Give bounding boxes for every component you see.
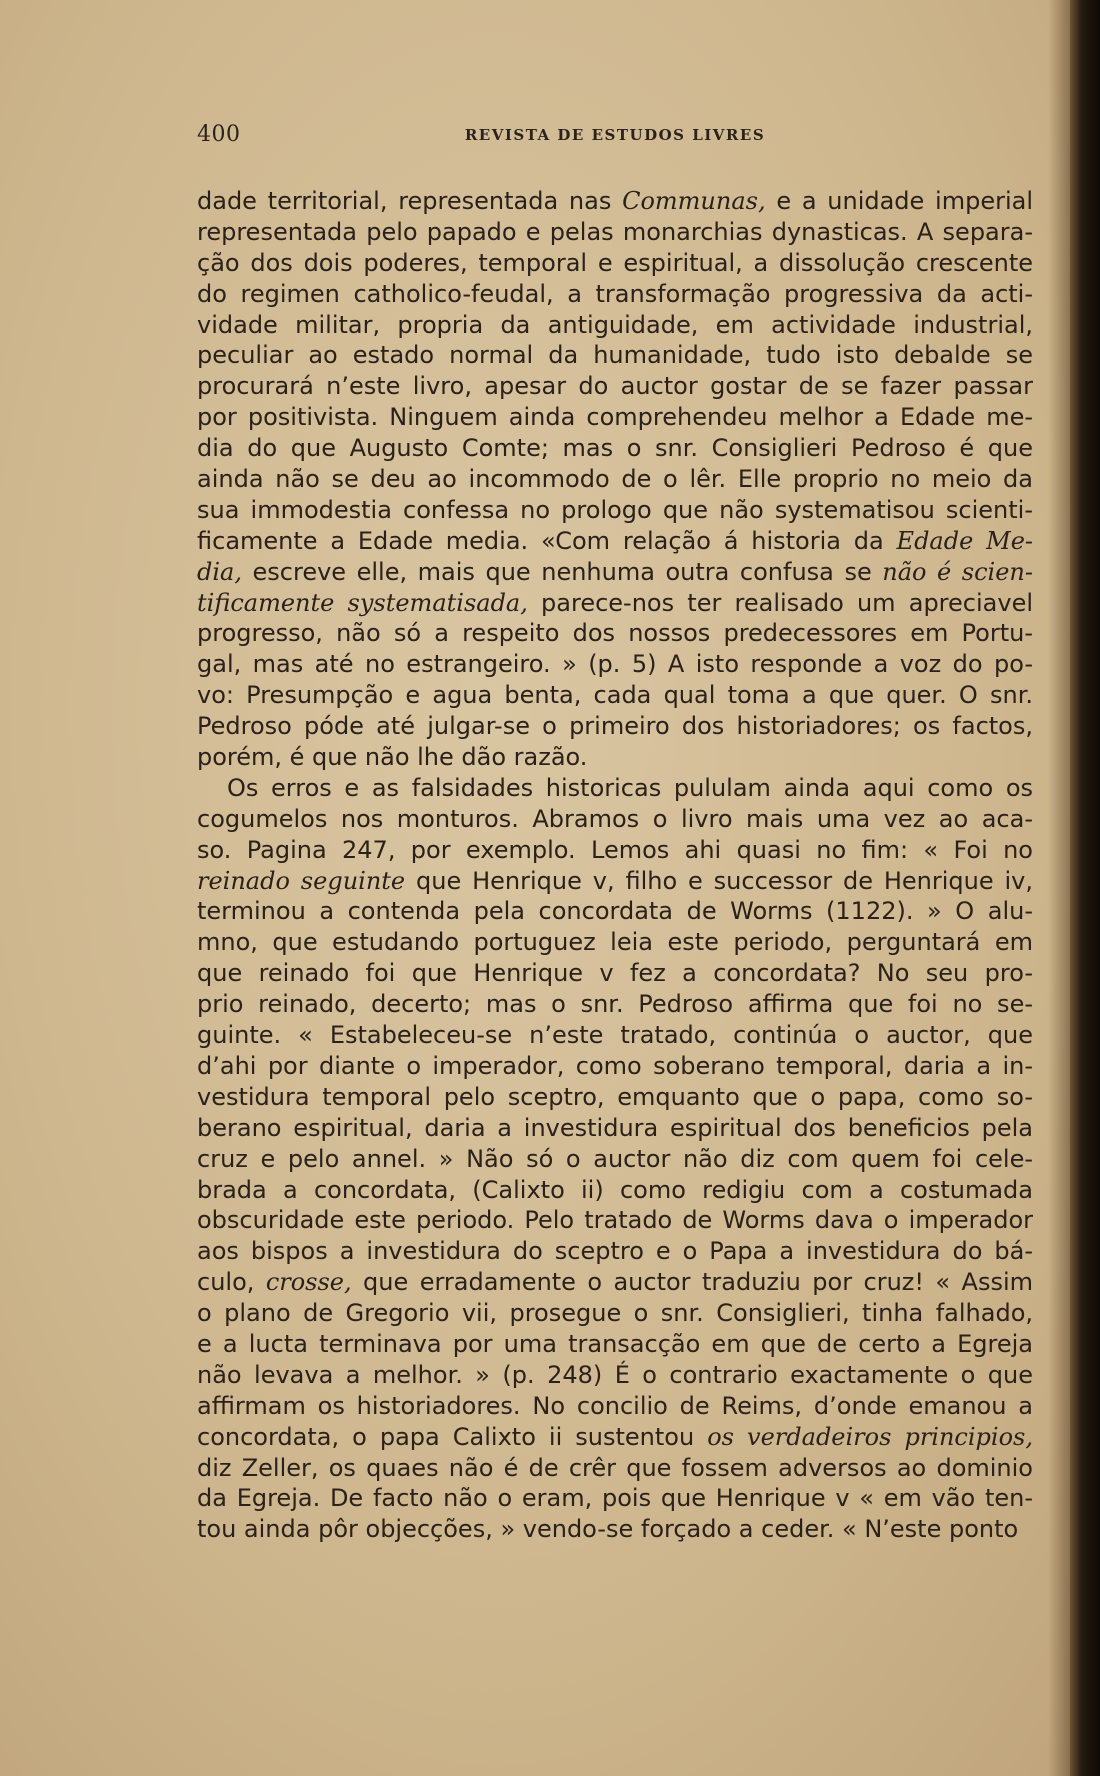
text-line	[197, 1329, 1033, 1360]
text-line	[197, 186, 1033, 217]
italic-text: não é scien-	[882, 557, 1033, 586]
text-line	[197, 1144, 1033, 1175]
text-line	[197, 773, 1033, 804]
text-segment: que Henrique v, filho e successor de Henrique iv,	[405, 866, 1033, 895]
text-line	[197, 279, 1033, 310]
text-line	[197, 464, 1033, 495]
text-segment: vidade militar, propria da antiguidade, em actividade industrial,	[197, 310, 1033, 339]
text-line	[197, 927, 1033, 958]
text-line	[197, 1483, 1033, 1514]
text-line	[197, 557, 1033, 588]
text-line	[197, 340, 1033, 371]
text-segment: ainda não se deu ao incommodo de o lêr. Elle proprio no meio da	[197, 465, 1033, 494]
text-segment: que reinado foi que Henrique v fez a concordata? No seu pro-	[197, 959, 1033, 988]
text-line	[197, 402, 1033, 433]
text-line	[197, 989, 1033, 1020]
text-segment: berano espiritual, daria a investidura espiritual dos beneficios pela	[197, 1113, 1033, 1142]
text-segment: procurará n’este livro, apesar do auctor gostar de se fazer passar	[197, 372, 1033, 401]
italic-text: crosse,	[265, 1268, 352, 1297]
text-line	[197, 248, 1033, 279]
page-number: 400	[197, 122, 241, 147]
text-line	[197, 835, 1033, 866]
text-segment: concordata, o papa Calixto ii sustentou	[197, 1422, 708, 1451]
text-segment: dia do que Augusto Comte; mas o snr. Consiglieri Pedroso é que	[197, 434, 1033, 463]
italic-text: tificamente systematisada,	[197, 588, 528, 617]
text-segment: Os erros e as falsidades historicas pululam ainda aqui como os	[227, 773, 1033, 802]
text-segment: dade territorial, representada nas	[197, 187, 623, 215]
text-line	[197, 1360, 1033, 1391]
text-segment: prio reinado, decerto; mas o snr. Pedroso affirma que foi no se-	[197, 990, 1033, 1019]
running-title: REVISTA DE ESTUDOS LIVRES	[464, 126, 766, 144]
text-segment: cogumelos nos monturos. Abramos o livro mais uma vez ao aca-	[197, 804, 1033, 833]
text-segment: parece-nos ter realisado um apreciavel	[527, 588, 1033, 617]
text-line	[197, 866, 1033, 897]
page-fold-shadow	[1048, 0, 1070, 1776]
text-line	[197, 742, 1033, 773]
text-line	[197, 1514, 1033, 1545]
text-segment: peculiar ao estado normal da humanidade, tudo isto debalde se	[197, 341, 1033, 370]
text-segment: cruz e pelo annel. » Não só o auctor não diz com quem foi cele-	[197, 1144, 1033, 1173]
italic-text: Edade Me-	[896, 526, 1033, 555]
text-segment: gal, mas até no estrangeiro. » (p. 5) A isto responde a voz do po-	[197, 650, 1033, 679]
text-line	[197, 1298, 1033, 1329]
text-segment: não levava a melhor. » (p. 248) É o contrario exactamente o que	[197, 1360, 1033, 1389]
text-line	[197, 1453, 1033, 1484]
text-segment: obscuridade este periodo. Pelo tratado de Worms dava o imperador	[197, 1206, 1033, 1235]
text-segment: tou ainda pôr objecções, » vendo-se forçado a ceder. « N’este ponto	[197, 1515, 1019, 1544]
text-line	[197, 958, 1033, 989]
text-segment: so. Pagina 247, por exemplo. Lemos ahi quasi no fim: « Foi no	[197, 835, 1033, 864]
text-segment: representada pelo papado e pelas monarchias dynasticas. A separa-	[197, 217, 1033, 246]
text-line	[197, 649, 1033, 680]
text-line	[197, 711, 1033, 742]
text-segment: Pedroso póde até julgar-se o primeiro dos historiadores; os factos,	[197, 712, 1033, 741]
text-segment: por positivista. Ninguem ainda comprehendeu melhor a Edade me-	[197, 403, 1033, 432]
text-segment: mno, que estudando portuguez leia este periodo, perguntará em	[197, 928, 1033, 957]
text-line	[197, 526, 1033, 557]
text-line	[197, 1020, 1033, 1051]
text-segment: terminou a contenda pela concordata de Worms (1122). » O alu-	[197, 897, 1033, 926]
text-segment: e a lucta terminava por uma transacção em que de certo a Egreja	[197, 1329, 1033, 1358]
text-line	[197, 588, 1033, 619]
text-segment: vo: Presumpção e agua benta, cada qual toma a que quer. O snr.	[197, 681, 1033, 710]
text-line	[197, 1082, 1033, 1113]
text-line	[197, 1267, 1033, 1298]
text-segment: vestidura temporal pelo sceptro, emquanto que o papa, como so-	[197, 1082, 1033, 1111]
text-segment: brada a concordata, (Calixto ii) como redigiu com a costumada	[197, 1175, 1033, 1204]
text-line	[197, 1236, 1033, 1267]
text-segment: que erradamente o auctor traduziu por cruz! « Assim	[351, 1268, 1033, 1297]
text-segment: do regimen catholico-feudal, a transformação progressiva da acti-	[197, 279, 1033, 308]
text-segment: d’ahi por diante o imperador, como soberano temporal, daria a in-	[197, 1051, 1033, 1080]
text-segment: aos bispos a investidura do sceptro e o Papa a investidura do bá-	[197, 1237, 1033, 1266]
italic-text: reinado seguinte	[197, 866, 406, 895]
text-segment: guinte. « Estabeleceu-se n’este tratado, continúa o auctor, que	[197, 1021, 1033, 1050]
text-line	[197, 896, 1033, 927]
text-segment: progresso, não só a respeito dos nossos predecessores em Portu-	[197, 619, 1033, 648]
text-line	[197, 1391, 1033, 1422]
text-line	[197, 1205, 1033, 1236]
italic-text: os verdadeiros principios,	[707, 1422, 1033, 1451]
text-segment: affirmam os historiadores. No concilio de Reims, d’onde emanou a	[197, 1391, 1033, 1420]
italic-text: dia,	[197, 557, 242, 586]
text-line	[197, 433, 1033, 464]
text-line	[197, 310, 1033, 341]
page-edge	[1070, 0, 1100, 1776]
text-segment: culo,	[197, 1268, 266, 1297]
text-segment: da Egreja. De facto não o eram, pois que Henrique v « em vão ten-	[197, 1484, 1033, 1513]
page-header	[197, 122, 1033, 152]
text-line	[197, 1175, 1033, 1206]
text-line	[197, 217, 1033, 248]
text-line	[197, 618, 1033, 649]
text-segment: ficamente a Edade media. «Com relação á historia da	[197, 526, 897, 555]
text-line	[197, 680, 1033, 711]
text-segment: diz Zeller, os quaes não é de crêr que fossem adversos ao dominio	[197, 1453, 1033, 1482]
text-line	[197, 1422, 1033, 1453]
body-text	[197, 186, 1033, 1545]
italic-text: Communas,	[622, 187, 766, 215]
text-segment: porém, é que não lhe dão razão.	[197, 743, 588, 772]
text-line	[197, 1051, 1033, 1082]
text-segment: o plano de Gregorio vii, prosegue o snr. Consiglieri, tinha falhado,	[197, 1299, 1033, 1328]
text-segment: sua immodestia confessa no prologo que não systematisou scienti-	[197, 495, 1033, 524]
text-segment: escreve elle, mais que nenhuma outra confusa se	[241, 557, 883, 586]
text-line	[197, 495, 1033, 526]
text-segment: e a unidade imperial	[765, 187, 1033, 215]
text-line	[197, 804, 1033, 835]
text-segment: ção dos dois poderes, temporal e espiritual, a dissolução crescente	[197, 248, 1033, 277]
text-line	[197, 1113, 1033, 1144]
text-line	[197, 371, 1033, 402]
